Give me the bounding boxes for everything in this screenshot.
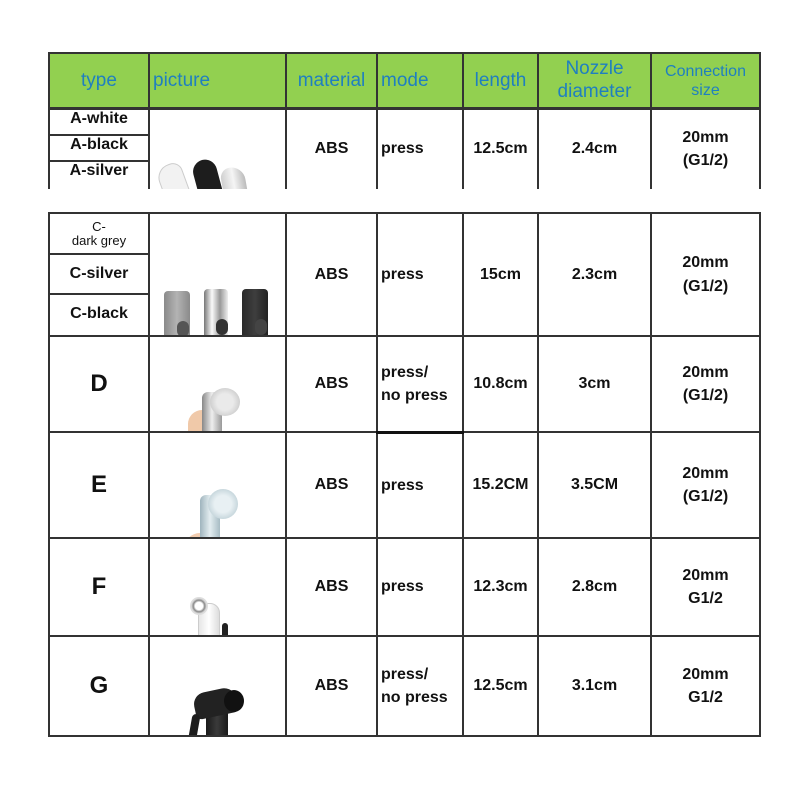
connection-a (651, 108, 760, 189)
header-connection-size (651, 53, 760, 109)
material-f: ABS (286, 538, 377, 636)
header-type: type (49, 53, 149, 109)
material-d: ABS (286, 336, 377, 432)
length-e: 15.2CM (463, 432, 538, 538)
picture-cell-e (149, 432, 286, 538)
connection-d-line1: 20mm (682, 363, 729, 381)
mode-d-line2: no press (381, 386, 448, 404)
nozzle-c: 2.3cm (538, 213, 651, 336)
table-row-a (49, 108, 760, 189)
type-c-silver: C-silver (50, 255, 148, 295)
spec-table-header (48, 52, 761, 110)
nozzle-g: 3.1cm (538, 636, 651, 736)
mode-g-line2: no press (381, 689, 448, 706)
mode-d (377, 336, 463, 432)
type-c-black: C-black (70, 305, 128, 322)
mode-d-line1: press/ (381, 363, 429, 381)
connection-g (651, 636, 760, 736)
header-connection-line2: size (691, 82, 720, 99)
mode-g-line1: press/ (381, 665, 429, 683)
type-a-white: A-white (50, 110, 148, 136)
material-e: ABS (286, 432, 377, 538)
connection-e-line2: (G1/2) (682, 488, 729, 505)
connection-a-line1: 20mm (682, 128, 729, 146)
picture-cell-c (149, 213, 286, 336)
type-c-dark-grey: C- dark grey (50, 215, 148, 255)
length-f: 12.3cm (463, 538, 538, 636)
connection-f-line2: G1/2 (688, 590, 723, 607)
header-length: length (463, 53, 538, 109)
type-cell-a (49, 108, 149, 189)
material-g: ABS (286, 636, 377, 736)
material-a: ABS (286, 108, 377, 189)
length-c: 15cm (463, 213, 538, 336)
length-d: 10.8cm (463, 336, 538, 432)
nozzle-f: 2.8cm (538, 538, 651, 636)
header-nozzle-line1: Nozzle (565, 58, 624, 80)
picture-cell-a (149, 108, 286, 189)
header-connection-line1: Connection (665, 62, 746, 80)
header-nozzle-line2: diameter (557, 81, 632, 102)
connection-c-line1: 20mm (682, 254, 729, 272)
type-e: E (49, 432, 149, 538)
mode-e: press (377, 432, 463, 538)
connection-e-line1: 20mm (682, 464, 729, 482)
table-row-c (49, 213, 760, 336)
picture-cell-g (149, 636, 286, 736)
connection-d (651, 336, 760, 432)
connection-g-line1: 20mm (682, 665, 729, 683)
type-g: G (49, 636, 149, 736)
mode-f: press (377, 538, 463, 636)
header-row (49, 53, 760, 109)
picture-cell-d (149, 336, 286, 432)
type-a-black: A-black (50, 136, 148, 162)
type-f: F (49, 538, 149, 636)
length-g: 12.5cm (463, 636, 538, 736)
type-a-silver: A-silver (69, 162, 129, 179)
material-c: ABS (286, 213, 377, 336)
connection-e (651, 432, 760, 538)
nozzle-d: 3cm (538, 336, 651, 432)
length-a: 12.5cm (463, 108, 538, 189)
mode-a: press (377, 108, 463, 189)
type-cell-c (49, 213, 149, 336)
spec-table-row-a (48, 107, 761, 189)
connection-d-line2: (G1/2) (682, 387, 729, 404)
connection-f-line1: 20mm (682, 566, 729, 584)
nozzle-e: 3.5CM (538, 432, 651, 538)
table-row-e (49, 432, 760, 538)
picture-cell-f (149, 538, 286, 636)
nozzle-a: 2.4cm (538, 108, 651, 189)
table-row-f (49, 538, 760, 636)
connection-c (651, 213, 760, 336)
type-d: D (49, 336, 149, 432)
mode-c: press (377, 213, 463, 336)
header-material: material (286, 53, 377, 109)
connection-c-line2: (G1/2) (682, 277, 729, 295)
header-picture: picture (149, 53, 286, 109)
header-nozzle-diameter (538, 53, 651, 109)
connection-a-line2: (G1/2) (682, 152, 729, 169)
header-mode: mode (377, 53, 463, 109)
table-row-g (49, 636, 760, 736)
table-row-d (49, 336, 760, 432)
spec-table-main (48, 212, 761, 737)
connection-f (651, 538, 760, 636)
connection-g-line2: G1/2 (688, 689, 723, 706)
mode-g (377, 636, 463, 736)
